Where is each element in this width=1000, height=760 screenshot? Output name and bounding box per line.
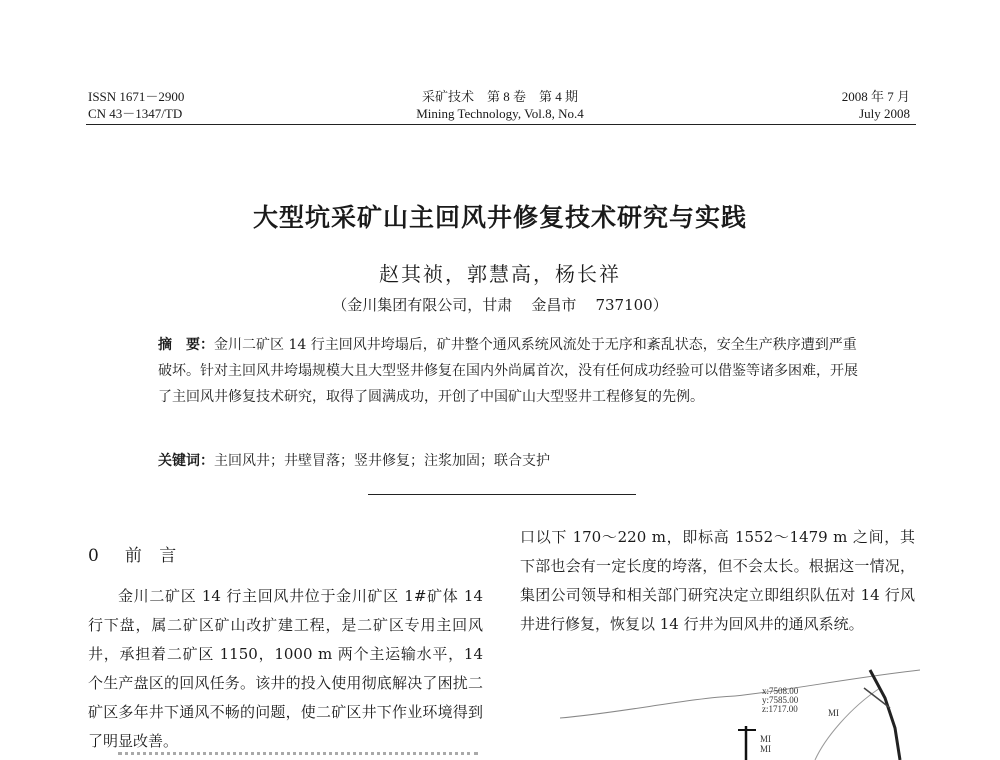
coord-z: z:1717.00 [762,704,798,714]
journal-name-en: Mining Technology, Vol.8, No.4 [416,106,584,121]
keywords-label: 关键词： [158,453,214,469]
abstract [158,332,858,410]
keywords-text: 主回风井；井壁冒落；竖井修复；注浆加固；联合支护 [214,453,550,469]
abstract-label: 摘 要： [158,337,214,353]
section-heading [88,541,182,566]
abstract-text: 金川二矿区 14 行主回风井垮塌后，矿井整个通风系统风流处于无序和紊乱状态，安全生产秩序遭到严重破坏。针对主回风井垮塌规模大且大型竖井修复在国内外尚属首次，没有任何成功经验可以借鉴等诸多困难，开展了主回风井修复技术研究，取得了圆满成功，开创了中国矿山大型竖井工程修复的先例。 [158,337,858,405]
abstract-divider [368,494,636,495]
header-rule [86,124,916,125]
date-en: July 2008 [859,106,910,121]
cn-number: CN 43－1347/TD [88,106,183,121]
label-b: MI [760,744,771,754]
section-title: 前 言 [124,546,183,566]
affiliation-city: 金昌市 [531,296,577,314]
keywords [158,450,858,472]
section-number: 0 [88,546,105,566]
authors: 赵其祯，郭慧高，杨长祥 [379,262,621,286]
terrain-line-left [560,696,735,718]
coord-x: x:7508.00 [762,686,799,696]
body-right-column: 口以下 170～220 m，即标高 1552～1479 m 之间，其下部也会有一定长度的垮落，但不会太长。根据这一情况，集团公司领导和相关部门研究决定立即组织队伍对 14 行风井进行修复，恢复以 14 行井为回风井的通风系统。 [520,528,915,633]
label-a: MI [760,734,771,744]
journal-name-cn: 采矿技术 第 8 卷 第 4 期 [421,89,578,104]
date-cn: 2008 年 7 月 [841,89,910,104]
affiliation [0,294,1000,315]
header-right [842,88,910,122]
ore-body-hatch [870,670,900,760]
fault-line [815,688,880,760]
affiliation-postcode: 737100） [595,296,668,314]
label-main: MI [828,708,839,718]
paper-title: 大型坑采矿山主回风井修复技术研究与实践 [252,203,747,232]
cut-off-line [118,752,478,758]
affiliation-org: （金川集团有限公司，甘肃 [332,296,513,314]
coord-y: y:7585.00 [762,695,799,705]
issn: ISSN 1671－2900 [88,89,185,104]
figure-drawing [560,668,920,760]
shaft-figure [560,668,920,760]
body-left-column: 金川二矿区 14 行主回风井位于金川矿区 1#矿体 14 行下盘，属二矿区矿山改扩建工程，是二矿区专用主回风井，承担着二矿区 1150，1000 m 两个主运输水平，14 个生产盘区的回风任务。该井的投入使用彻底解决了困扰二矿区多年井下通风不畅的问题，使二矿区井下作业环境得到了明显改善。 [88,587,483,750]
